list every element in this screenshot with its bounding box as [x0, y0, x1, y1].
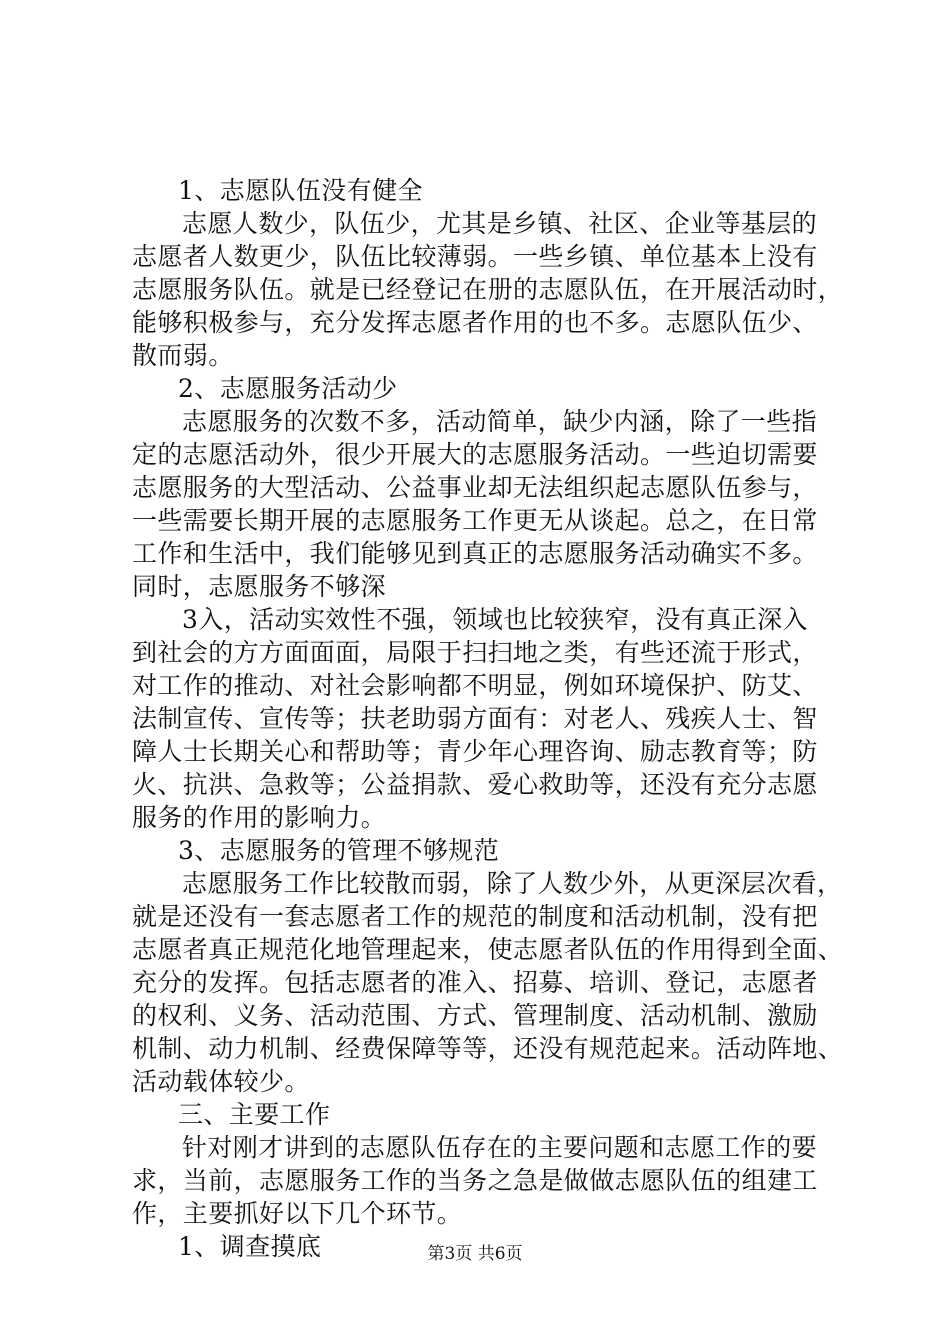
- paragraph-line: 的权利、义务、活动范围、方式、管理制度、活动机制、激励: [132, 1001, 818, 1030]
- paragraph-line: 充分的发挥。包括志愿者的准入、招募、培训、登记，志愿者: [132, 968, 818, 997]
- paragraph-line: 障人士长期关心和帮助等；青少年心理咨询、励志教育等；防: [132, 737, 818, 766]
- paragraph-line: 作，主要抓好以下几个环节。: [132, 1199, 463, 1228]
- page-number-footer: 第3页 共6页: [427, 1244, 523, 1264]
- paragraph-line: 同时，志愿服务不够深: [132, 572, 387, 601]
- paragraph-line: 就是还没有一套志愿者工作的规范的制度和活动机制，没有把: [132, 902, 818, 931]
- paragraph-line: 志愿服务的次数不多，活动简单，缺少内涵，除了一些指: [182, 407, 818, 436]
- paragraph-line: 志愿服务工作比较散而弱，除了人数少外，从更深层次看，: [182, 869, 843, 898]
- paragraph-line: 到社会的方方面面面，局限于扫扫地之类，有些还流于形式，: [132, 638, 818, 667]
- paragraph-line: 服务的作用的影响力。: [132, 803, 387, 832]
- paragraph-line: 机制、动力机制、经费保障等等，还没有规范起来。活动阵地、: [132, 1034, 844, 1063]
- paragraph-line: 志愿服务队伍。就是已经登记在册的志愿队伍，在开展活动时，: [132, 275, 844, 304]
- paragraph-line: 志愿服务的大型活动、公益事业却无法组织起志愿队伍参与，: [132, 473, 818, 502]
- paragraph-line: 3入，活动实效性不强，领域也比较狭窄，没有真正深入: [182, 605, 808, 634]
- section-heading: 1、调查摸底: [178, 1232, 322, 1261]
- paragraph-line: 活动载体较少。: [132, 1067, 310, 1096]
- section-heading: 2、志愿服务活动少: [178, 374, 398, 403]
- section-heading: 三、主要工作: [178, 1100, 331, 1129]
- paragraph-line: 法制宣传、宣传等；扶老助弱方面有：对老人、残疾人士、智: [132, 704, 818, 733]
- paragraph-line: 求，当前，志愿服务工作的当务之急是做做志愿队伍的组建工: [132, 1166, 818, 1195]
- paragraph-line: 一些需要长期开展的志愿服务工作更无从谈起。总之，在日常: [132, 506, 818, 535]
- paragraph-line: 志愿者真正规范化地管理起来，使志愿者队伍的作用得到全面、: [132, 935, 844, 964]
- paragraph-line: 工作和生活中，我们能够见到真正的志愿服务活动确实不多。: [132, 539, 818, 568]
- paragraph-line: 针对刚才讲到的志愿队伍存在的主要问题和志愿工作的要: [182, 1133, 818, 1162]
- paragraph-line: 志愿人数少，队伍少，尤其是乡镇、社区、企业等基层的: [182, 209, 818, 238]
- document-body: [132, 174, 844, 1263]
- paragraph-line: 对工作的推动、对社会影响都不明显，例如环境保护、防艾、: [132, 671, 818, 700]
- section-heading: 1、志愿队伍没有健全: [178, 176, 423, 205]
- paragraph-line: 火、抗洪、急救等；公益捐款、爱心救助等，还没有充分志愿: [132, 770, 818, 799]
- paragraph-line: 定的志愿活动外，很少开展大的志愿服务活动。一些迫切需要: [132, 440, 818, 469]
- paragraph-line: 散而弱。: [132, 341, 234, 370]
- paragraph-line: 能够积极参与，充分发挥志愿者作用的也不多。志愿队伍少、: [132, 308, 818, 337]
- section-heading: 3、志愿服务的管理不够规范: [178, 836, 500, 865]
- paragraph-line: 志愿者人数更少，队伍比较薄弱。一些乡镇、单位基本上没有: [132, 242, 818, 271]
